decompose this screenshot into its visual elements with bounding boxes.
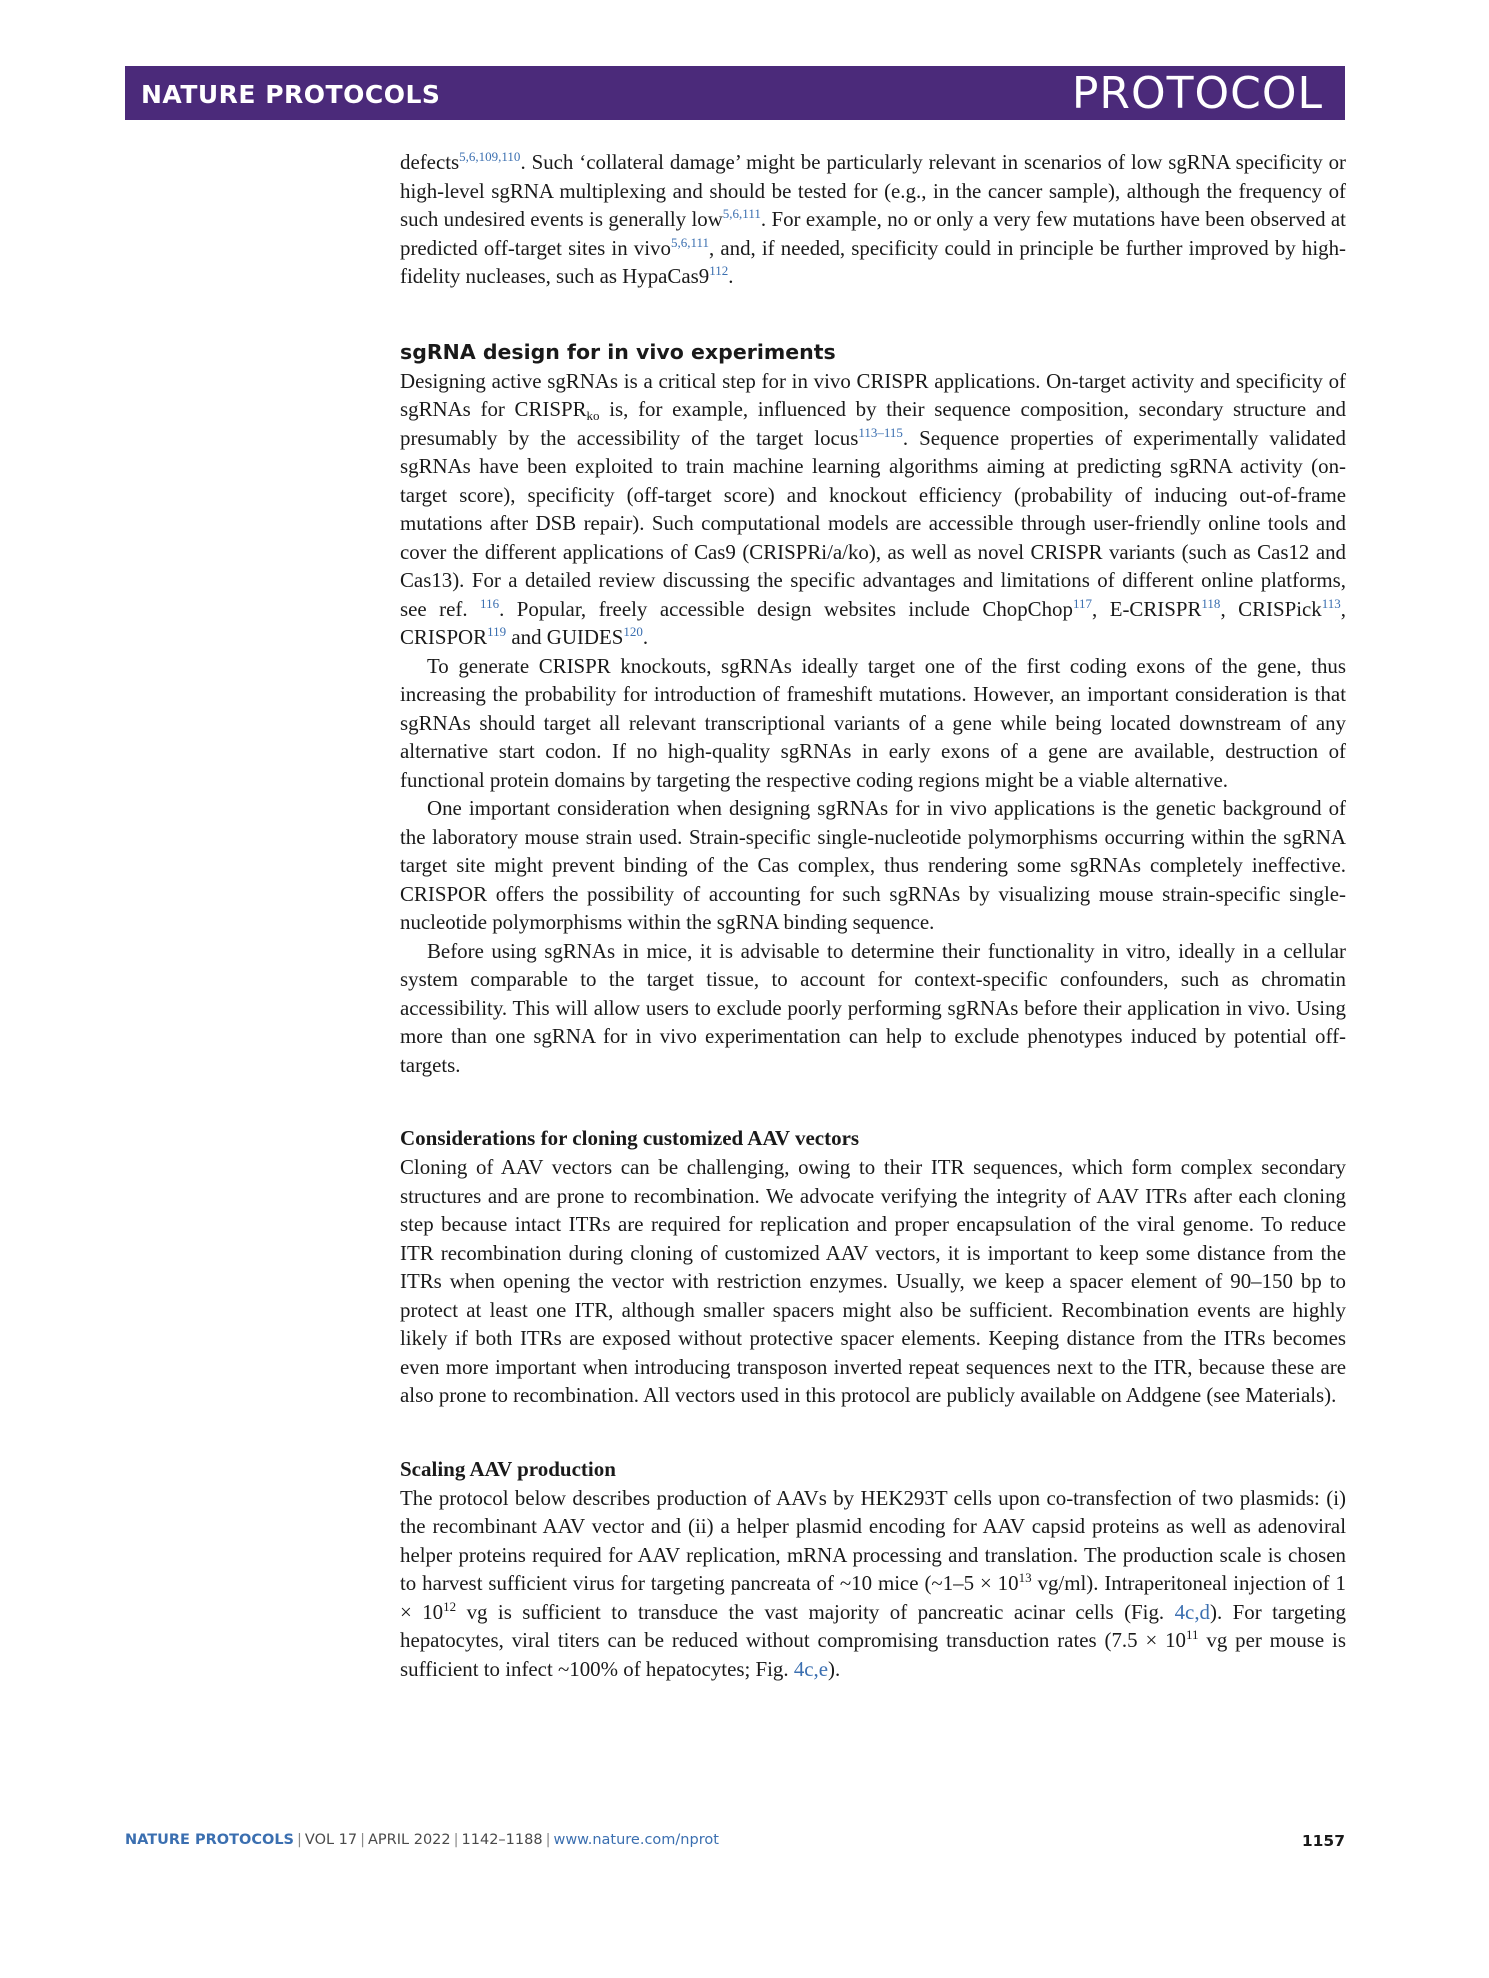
citation-link[interactable]: 117: [1072, 595, 1092, 611]
page-footer: [125, 1832, 1345, 1856]
cloning-paragraph: Cloning of AAV vectors can be challenging, owing to their ITR sequences, which form complex secondary structures and are prone to recombination. We advocate verifying the integrity of AAV ITRs after each cloning step because intact ITRs are required for replication and proper encapsulation of the viral genome. To reduce ITR recombination during cloning of customized AAV vectors, it is important to keep some distance from the ITRs when opening the vector with restriction enzymes. Usually, we keep a spacer element of 90–150 bp to protect at least one ITR, although smaller spacers might also be sufficient. Recombination events are highly likely if both ITRs are exposed without protective spacer elements. Keeping distance from the ITRs becomes even more important when introducing transposon inverted repeat sequences next to the ITR, because these are also prone to recombination. All vectors used in this protocol are publicly available on Addgene (see Materials).: [400, 1155, 1346, 1407]
text-span: , CRISPOR: [400, 596, 1346, 649]
section-heading-sgrna-design: sgRNA design for in vivo experiments: [400, 339, 836, 364]
section-heading-cloning: Considerations for cloning customized AAV vectors: [400, 1126, 860, 1150]
subscript: ko: [586, 408, 600, 423]
exponent: 13: [1018, 1570, 1032, 1585]
sgrna-design-paragraph-1: [400, 367, 1346, 652]
journal-name: NATURE PROTOCOLS: [141, 80, 441, 109]
text-span: , CRISPick: [1220, 596, 1322, 621]
article-body: [400, 148, 1346, 1683]
text-span: Designing active sgRNAs is a critical step for in vivo CRISPR applications. On-target activity and specificity of sgRNAs for CRISPR: [400, 368, 1346, 421]
footer-separator: |: [360, 1832, 366, 1848]
sgrna-design-paragraph-3: One important consideration when designing sgRNAs for in vivo applications is the genetic background of the laboratory mouse strain used. Strain-specific single-nucleotide polymorphisms occurring within the sgRNA target site might prevent binding of the Cas complex, thus rendering some sgRNAs completely ineffective. CRISPOR offers the possibility of accounting for such sgRNAs by visualizing mouse strain-specific single-nucleotide polymorphisms within the sgRNA binding sequence.: [400, 796, 1346, 934]
citation-link[interactable]: 5,6,111: [722, 206, 761, 221]
intro-paragraph: [400, 148, 1346, 291]
citation-link[interactable]: 5,6,109,110: [459, 149, 521, 164]
text-span: , E-CRISPR: [1091, 596, 1202, 621]
figure-link[interactable]: 4c,d: [1174, 1599, 1210, 1624]
footer-volume: VOL 17: [304, 1832, 358, 1848]
footer-journal-name: NATURE PROTOCOLS: [125, 1832, 295, 1848]
footer-date: APRIL 2022: [368, 1832, 451, 1848]
text-span: .: [728, 264, 734, 288]
citation-link[interactable]: 119: [487, 624, 507, 639]
page-number: 1157: [1301, 1832, 1345, 1850]
citation-link[interactable]: 112: [709, 263, 729, 278]
footer-separator: |: [545, 1832, 551, 1848]
text-span: vg/ml). Intraperitoneal injection of 1 × 10: [400, 1571, 1346, 1624]
text-span: . For example, no or only a very few mutations have been observed at predicted off-target sites in vivo: [400, 207, 1346, 260]
article-type-label: PROTOCOL: [1071, 68, 1323, 119]
text-span: ). For targeting hepatocytes, viral titers can be reduced without compromising transduction rates (7.5 × 10: [400, 1599, 1346, 1652]
text-span: .: [642, 625, 649, 649]
text-span: vg is sufficient to transduce the vast majority of pancreatic acinar cells (Fig.: [456, 1599, 1175, 1624]
citation-link[interactable]: 5,6,111: [670, 234, 709, 250]
journal-header-bar: [125, 66, 1345, 120]
footer-pages: 1142–1188: [461, 1832, 543, 1848]
sgrna-design-paragraph-4: Before using sgRNAs in mice, it is advisable to determine their functionality in vitro, ideally in a cellular system comparable to the target tissue, to account for context-specific confounders, such as chromatin accessibility. This will allow users to exclude poorly performing sgRNAs before their application in vivo. Using more than one sgRNA for in vivo experimentation can help to exclude phenotypes induced by potential off-targets.: [400, 938, 1346, 1077]
citation-link[interactable]: 113–115: [858, 424, 903, 440]
text-span: is, for example, influenced by their sequence composition, secondary structure and presumably by the accessibility of the target locus: [400, 397, 1346, 450]
citation-link[interactable]: 116: [480, 595, 500, 611]
text-span: . Sequence properties of experimentally validated sgRNAs have been exploited to train machine learning algorithms aiming at predicting sgRNA activity (on-target score), specificity (off-target score) and knockout efficiency (probability of inducing out-of-frame mutations after DSB repair). Such computational models are accessible through user-friendly online tools and cover the different applications of Cas9 (CRISPRi/a/ko), as well as novel CRISPR variants (such as Cas12 and Cas13). For a detailed review discussing the specific advantages and limitations of different online platforms, see ref.: [400, 425, 1346, 621]
exponent: 12: [443, 1598, 457, 1614]
exponent: 11: [1185, 1627, 1199, 1642]
text-span: , and, if needed, specificity could in principle be further improved by high-fidelity nucleases, such as HypaCas9: [400, 235, 1346, 288]
citation-link[interactable]: 118: [1201, 595, 1221, 611]
text-span: . Popular, freely accessible design websites include ChopChop: [499, 596, 1073, 621]
figure-link[interactable]: 4c,e: [793, 1656, 829, 1681]
text-span: The protocol below describes production of AAVs by HEK293T cells upon co-transfection of two plasmids: (i) the recombinant AAV vector and (ii) a helper plasmid encoding for AAV capsid proteins as well as adenoviral helper proteins required for AAV replication, mRNA processing and translation. The production scale is chosen to harvest sufficient virus for targeting pancreata of ~10 mice (~1–5 × 10: [400, 1485, 1346, 1595]
footer-separator: |: [453, 1832, 459, 1848]
section-heading-scaling: Scaling AAV production: [400, 1456, 616, 1481]
text-span: ).: [828, 1656, 841, 1681]
text-span: defects: [400, 150, 460, 174]
text-span: . Such ‘collateral damage’ might be particularly relevant in scenarios of low sgRNA specificity or high-level sgRNA multiplexing and should be tested for (e.g., in the cancer sample), although the frequency of such undesired events is generally low: [400, 150, 1346, 231]
citation-link[interactable]: 120: [623, 624, 643, 639]
sgrna-design-paragraph-2: To generate CRISPR knockouts, sgRNAs ideally target one of the first coding exons of the gene, thus increasing the probability for introduction of frameshift mutations. However, an important consideration is that sgRNAs should target all relevant transcriptional variants of a gene while being located downstream of any alternative start codon. If no high-quality sgRNAs in early exons of a gene are available, destruction of functional protein domains by targeting the respective coding regions might be a viable alternative.: [400, 653, 1346, 792]
scaling-paragraph: [400, 1484, 1346, 1684]
text-span: and GUIDES: [506, 625, 624, 649]
footer-separator: |: [297, 1832, 302, 1848]
text-span: vg per mouse is sufficient to infect ~100% of hepatocytes; Fig.: [400, 1628, 1346, 1681]
footer-url-link[interactable]: www.nature.com/nprot: [553, 1832, 719, 1848]
citation-link[interactable]: 113: [1321, 595, 1341, 611]
